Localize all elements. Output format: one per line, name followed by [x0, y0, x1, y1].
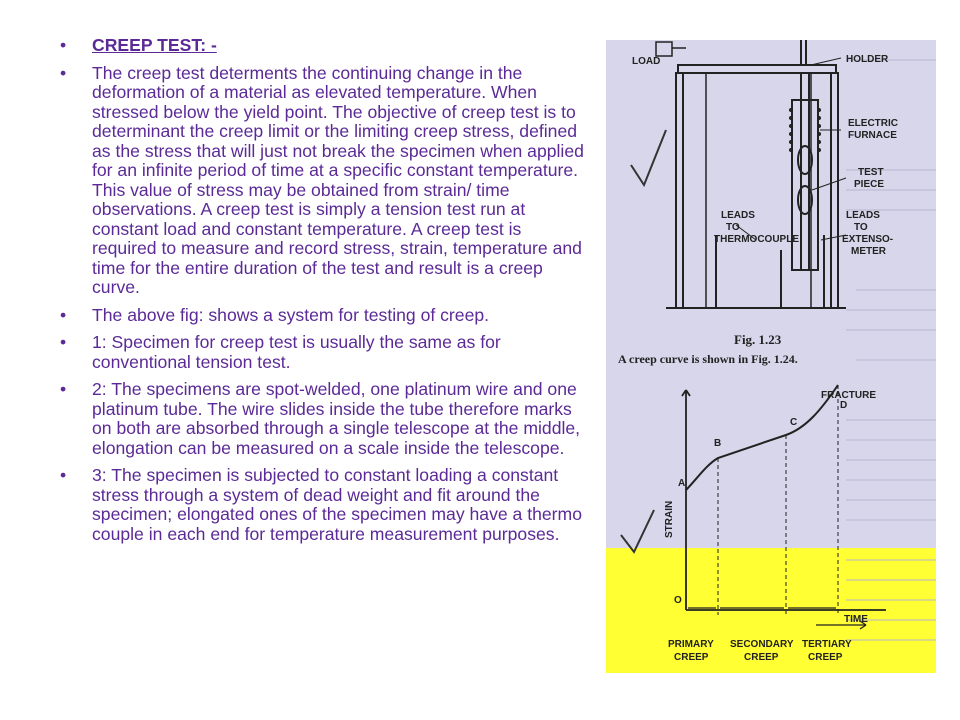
- tertiary-creep-label-2: CREEP: [808, 652, 843, 663]
- leads-right-label: LEADS: [846, 210, 880, 221]
- leads-left-to-label: TO: [726, 222, 740, 233]
- creep-test-heading: CREEP TEST: -: [92, 35, 217, 55]
- holder-label: HOLDER: [846, 54, 889, 65]
- point-c-label: C: [790, 417, 798, 428]
- bullet-list: [60, 36, 590, 544]
- test-label: TEST: [858, 167, 884, 178]
- point-d-label: D: [840, 400, 848, 411]
- secondary-creep-label-2: CREEP: [744, 652, 779, 663]
- leads-right-to-label: TO: [854, 222, 868, 233]
- electric-label: ELECTRIC: [848, 118, 898, 129]
- tertiary-creep-label: TERTIARY: [802, 639, 852, 650]
- piece-label: PIECE: [854, 179, 885, 190]
- point-a-label: A: [678, 478, 686, 489]
- extensometer-label: EXTENSO-: [842, 234, 894, 245]
- meter-label: METER: [851, 246, 886, 257]
- leads-left-label: LEADS: [721, 210, 755, 221]
- bullet-heading: [60, 36, 590, 56]
- point-b-label: B: [714, 438, 722, 449]
- time-axis-label: TIME: [844, 614, 868, 625]
- bullet-item: • 1: Specimen for creep test is usually the same as for conventional tension test.: [60, 333, 590, 372]
- bullet-item: • The creep test determents the continuing change in the deformation of a material as elevated temperature. When stressed below the yield point. The objective of creep test is to determinant the creep limit or the limiting creep stress, defined as the stress that will just not break the specimen when applied for an infinite period of time at a specific constant temperature. This value of stress may be obtained from strain/ time observations. A creep test is simply a tension test run at constant load and constant temperature. A creep test is required to measure and record stress, strain, temperature and time for the entire duration of the test and result is a creep curve.: [60, 64, 590, 298]
- fig-caption: Fig. 1.23: [734, 332, 782, 347]
- creep-apparatus-diagram: [606, 40, 936, 673]
- strain-axis-label: STRAIN: [664, 500, 675, 538]
- origin-label: O: [674, 595, 682, 606]
- furnace-label: FURNACE: [848, 130, 897, 141]
- primary-creep-label: PRIMARY: [668, 639, 714, 650]
- bullet-item: • 2: The specimens are spot-welded, one platinum wire and one platinum tube. The wire slides inside the tube therefore marks on both are absorbed through a single telescope at the middle, elongation can be measured on a scale inside the telescope.: [60, 380, 590, 458]
- slide-text-column: [60, 36, 590, 552]
- fracture-label: FRACTURE: [821, 390, 876, 401]
- scanned-figure: [606, 40, 936, 673]
- thermocouple-label: THERMOCOUPLE: [714, 234, 799, 245]
- load-label: LOAD: [632, 56, 661, 67]
- primary-creep-label-2: CREEP: [674, 652, 709, 663]
- bullet-item: • 3: The specimen is subjected to constant loading a constant stress through a system of dead weight and fit around the specimen; elongated ones of the specimen may have a thermo couple in each end for temperature measurement purposes.: [60, 466, 590, 544]
- curve-caption: A creep curve is shown in Fig. 1.24.: [618, 352, 798, 366]
- secondary-creep-label: SECONDARY: [730, 639, 794, 650]
- bullet-item: • The above fig: shows a system for testing of creep.: [60, 306, 590, 326]
